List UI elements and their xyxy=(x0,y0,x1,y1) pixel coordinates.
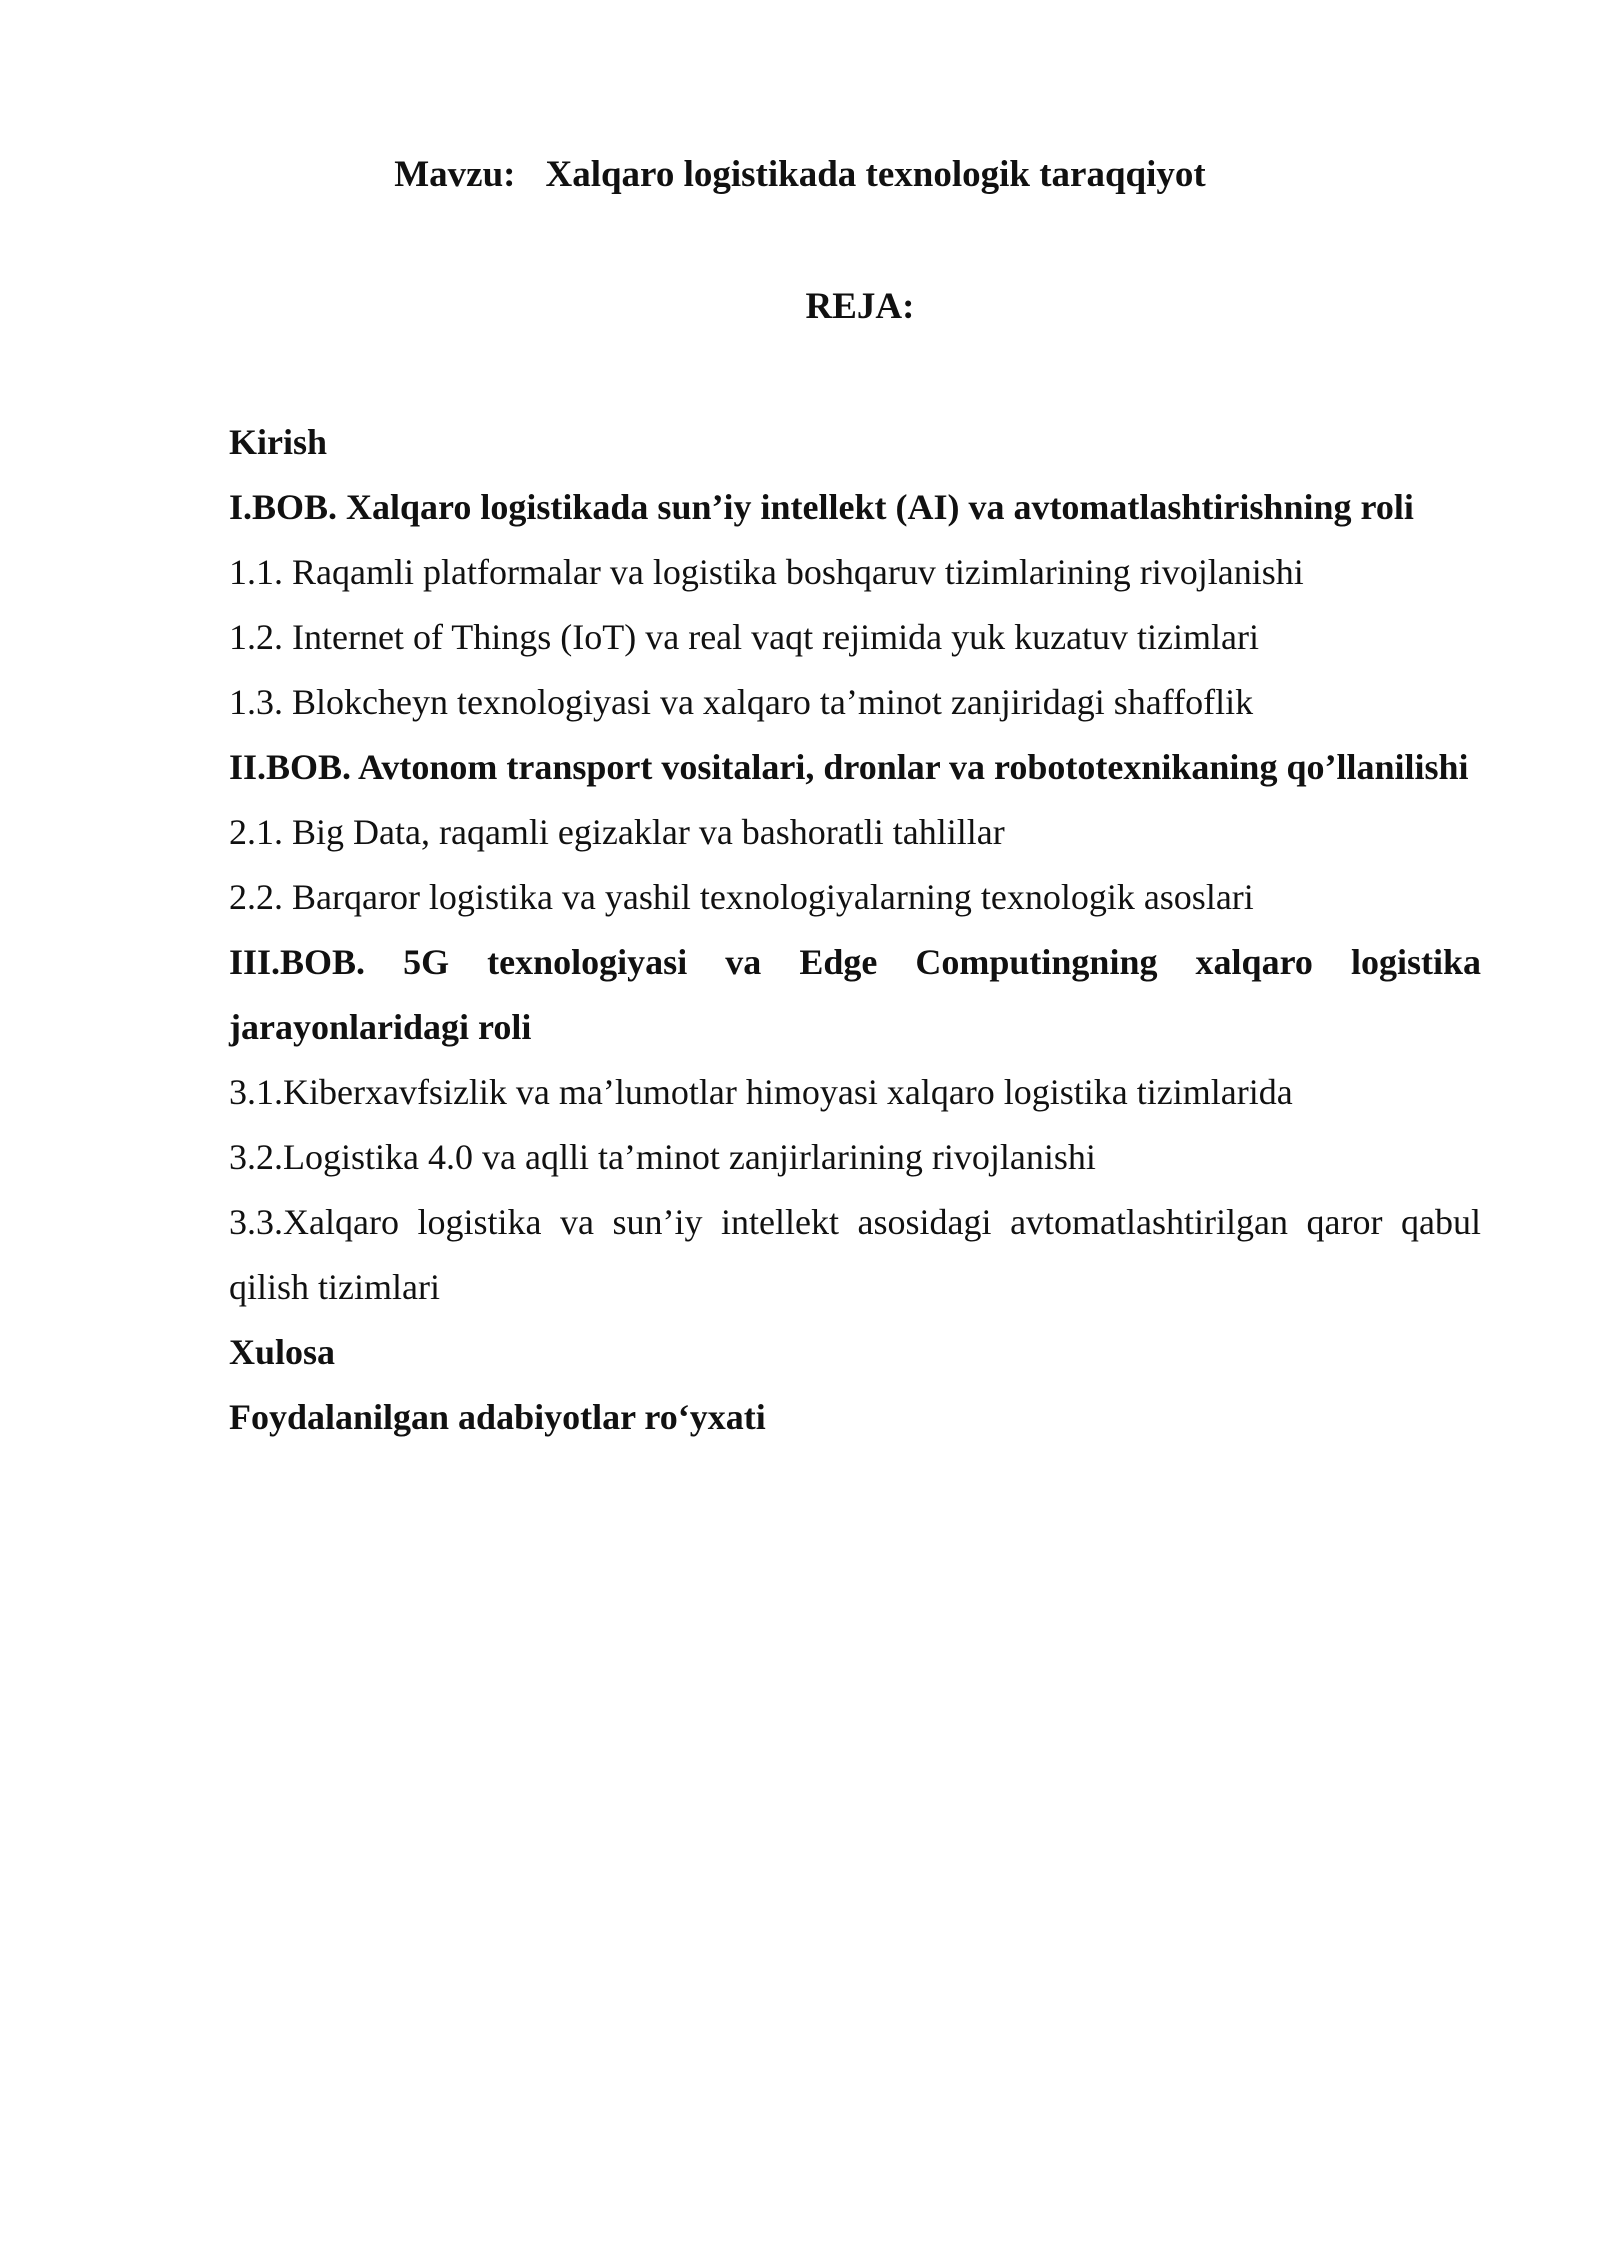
toc-introduction: Kirish xyxy=(229,422,328,462)
toc-section-3-2: 3.2.Logistika 4.0 va aqlli ta’minot zanjirlarining rivojlanishi xyxy=(229,1137,1096,1177)
page-title xyxy=(0,150,1600,200)
toc-section-2-2: 2.2. Barqaror logistika va yashil texnologiyalarning texnologik asoslari xyxy=(229,877,1254,917)
toc-chapter-2: II.BOB. Avtonom transport vositalari, dronlar va robototexnikaning qo’llanilishi xyxy=(229,747,1469,787)
toc-conclusion: Xulosa xyxy=(229,1332,336,1372)
toc-section-2-1: 2.1. Big Data, raqamli egizaklar va bashoratli tahlillar xyxy=(229,812,1005,852)
toc-section-3-3: 3.3.Xalqaro logistika va sun’iy intellekt asosidagi avtomatlashtirilgan qaror qabul qilish tizimlari xyxy=(229,1202,1481,1307)
title-label: Mavzu: xyxy=(394,154,516,195)
toc-chapter-3: III.BOB. 5G texnologiyasi va Edge Computingning xalqaro logistika jarayonlaridagi roli xyxy=(229,942,1481,1047)
toc-section-3-1: 3.1.Kiberxavfsizlik va ma’lumotlar himoyasi xalqaro logistika tizimlarida xyxy=(229,1072,1293,1112)
title-text: Xalqaro logistikada texnologik taraqqiyot xyxy=(545,154,1206,195)
toc-chapter-1: I.BOB. Xalqaro logistikada sun’iy intellekt (AI) va avtomatlashtirishning roli xyxy=(229,487,1414,527)
toc-section-1-1: 1.1. Raqamli platformalar va logistika boshqaruv tizimlarining rivojlanishi xyxy=(229,552,1304,592)
plan-heading: REJA: xyxy=(805,286,915,327)
toc-references: Foydalanilgan adabiyotlar ro‘yxati xyxy=(229,1397,766,1437)
table-of-contents xyxy=(229,410,1481,1450)
toc-section-1-2: 1.2. Internet of Things (IoT) va real vaqt rejimida yuk kuzatuv tizimlari xyxy=(229,617,1260,657)
toc-section-1-3: 1.3. Blokcheyn texnologiyasi va xalqaro ta’minot zanjiridagi shaffoflik xyxy=(229,682,1254,722)
